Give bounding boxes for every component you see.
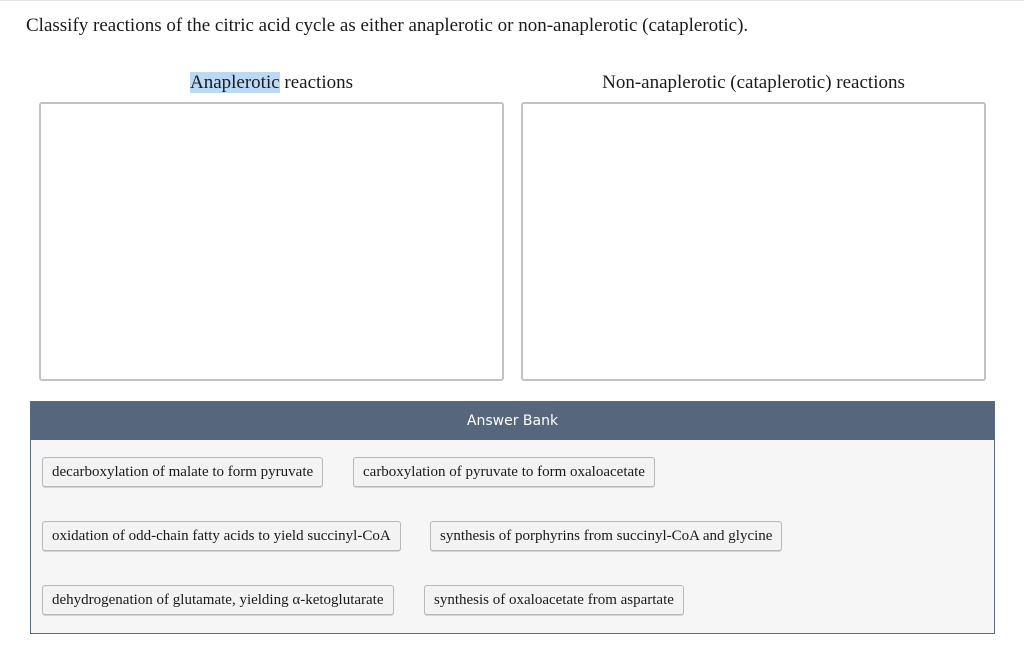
answer-bank-header: Answer Bank xyxy=(31,402,994,440)
top-divider xyxy=(0,0,1024,1)
answer-bank xyxy=(30,401,995,634)
cataplerotic-zone-label: Non-anaplerotic (cataplerotic) reactions xyxy=(602,72,905,93)
selected-text-highlight: Anaplerotic xyxy=(189,72,280,93)
answer-chip-glutamate-dehydrogenation[interactable]: dehydrogenation of glutamate, yielding α-ketoglutarate xyxy=(42,585,394,615)
cataplerotic-drop-zone[interactable] xyxy=(521,102,986,381)
anaplerotic-drop-zone[interactable] xyxy=(39,102,504,381)
answer-chip-odd-chain-oxidation[interactable]: oxidation of odd-chain fatty acids to yield succinyl-CoA xyxy=(42,521,401,551)
answer-chip-pyruvate-carboxylation[interactable]: carboxylation of pyruvate to form oxaloacetate xyxy=(353,457,655,487)
answer-chip-porphyrin-synthesis[interactable]: synthesis of porphyrins from succinyl-CoA and glycine xyxy=(430,521,782,551)
question-prompt: Classify reactions of the citric acid cycle as either anaplerotic or non-anaplerotic (cataplerotic). xyxy=(26,15,749,36)
answer-chip-oxaloacetate-from-aspartate[interactable]: synthesis of oxaloacetate from aspartate xyxy=(424,585,684,615)
answer-chip-malate-decarboxylation[interactable]: decarboxylation of malate to form pyruvate xyxy=(42,457,323,487)
anaplerotic-zone-label xyxy=(40,71,503,95)
anaplerotic-zone-label-rest: reactions xyxy=(279,72,353,93)
